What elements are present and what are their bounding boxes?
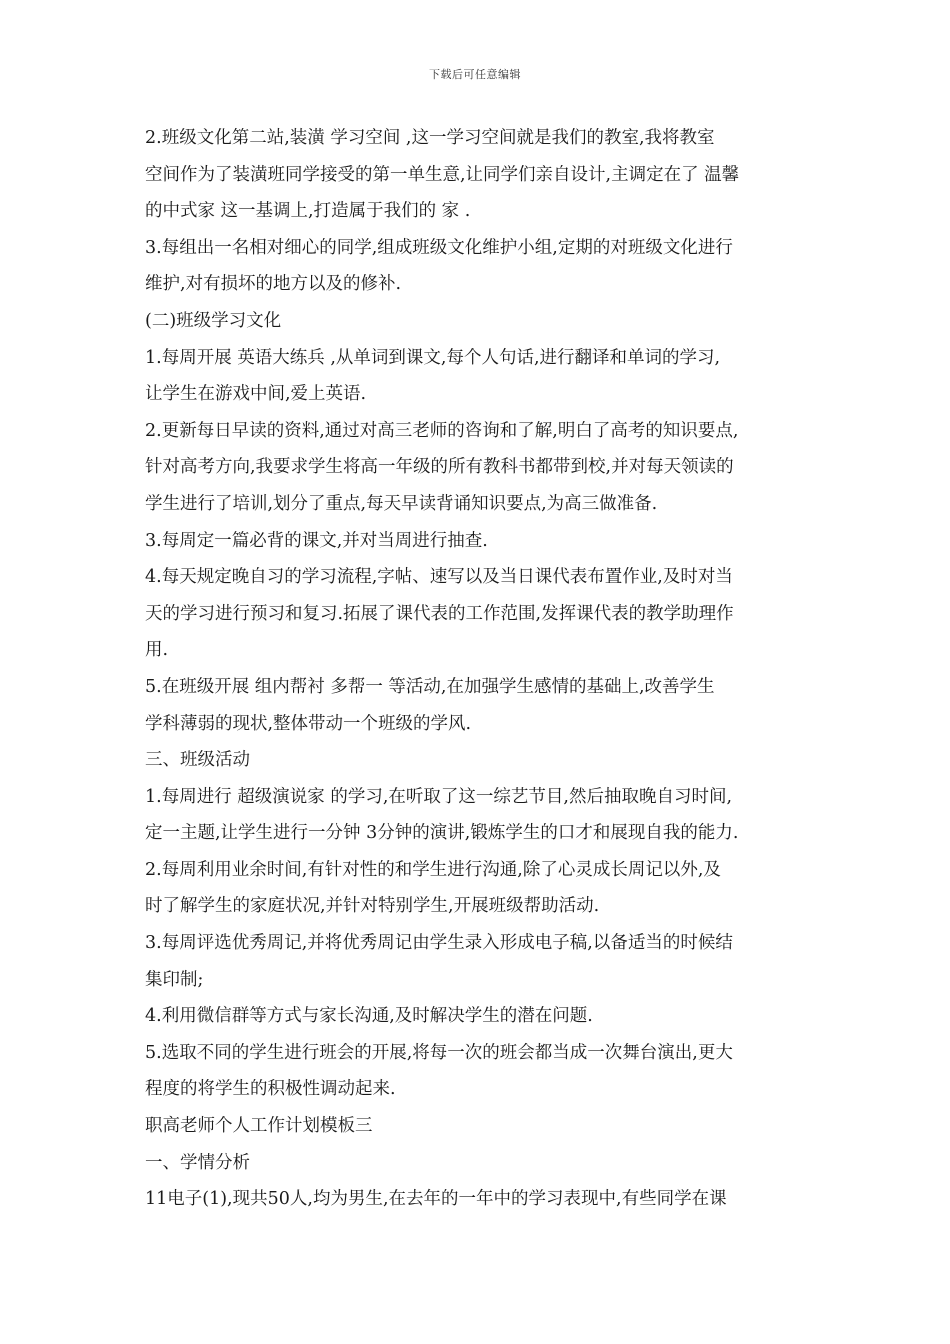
text-line: 2.班级文化第二站,装潢 学习空间 ,这一学习空间就是我们的教室,我将教室 [145,128,715,148]
text-line: 3.每组出一名相对细心的同学,组成班级文化维护小组,定期的对班级文化进行 [145,237,733,258]
text-line: 的中式家 这一基调上,打造属于我们的 家 . [145,201,471,222]
page-header-note: 下载后可任意编辑 [429,68,521,81]
text-line: 时了解学生的家庭状况,并针对特别学生,开展班级帮助活动. [145,896,600,917]
section-heading: 三、班级活动 [145,750,250,771]
text-line: 11电子(1),现共50人,均为男生,在去年的一年中的学习表现中,有些同学在课 [145,1189,727,1210]
document-title: 职高老师个人工作计划模板三 [145,1116,373,1137]
text-line: 维护,对有损坏的地方以及的修补. [145,274,402,295]
text-line: 针对高考方向,我要求学生将高一年级的所有教科书都带到校,并对每天领读的 [145,457,734,478]
text-line: 5.选取不同的学生进行班会的开展,将每一次的班会都当成一次舞台演出,更大 [145,1042,733,1063]
text-line: 用. [145,640,169,661]
text-line: 1.每周开展 英语大练兵 ,从单词到课文,每个人句话,进行翻译和单词的学习, [145,347,721,368]
text-line: 4.利用微信群等方式与家长沟通,及时解决学生的潜在问题. [145,1006,593,1027]
section-heading: 一、学情分析 [145,1152,250,1173]
text-line: 程度的将学生的积极性调动起来. [145,1079,396,1100]
text-line: 2.更新每日早读的资料,通过对高三老师的咨询和了解,明白了高考的知识要点, [145,420,739,441]
text-line: 学生进行了培训,划分了重点,每天早读背诵知识要点,为高三做准备. [145,493,658,514]
text-line: 定一主题,让学生进行一分钟 3分钟的演讲,锻炼学生的口才和展现自我的能力. [145,823,739,844]
text-line: 空间作为了装潢班同学接受的第一单生意,让同学们亲自设计,主调定在了 温馨 [145,164,740,185]
text-line: 1.每周进行 超级演说家 的学习,在听取了这一综艺节目,然后抽取晚自习时间, [145,786,733,807]
section-heading: (二)班级学习文化 [145,310,282,331]
text-line: 3.每周定一篇必背的课文,并对当周进行抽查. [145,530,488,551]
document-body [145,120,815,1218]
text-line: 学科薄弱的现状,整体带动一个班级的学风. [145,713,472,734]
text-line: 4.每天规定晚自习的学习流程,字帖、速写以及当日课代表布置作业,及时对当 [145,567,733,588]
text-line: 集印制; [145,969,204,990]
text-line: 天的学习进行预习和复习.拓展了课代表的工作范围,发挥课代表的教学助理作 [145,603,734,624]
text-line: 5.在班级开展 组内帮衬 多帮一 等活动,在加强学生感情的基础上,改善学生 [145,676,715,697]
text-line: 让学生在游戏中间,爱上英语. [145,384,367,405]
text-line: 2.每周利用业余时间,有针对性的和学生进行沟通,除了心灵成长周记以外,及 [145,859,721,880]
text-line: 3.每周评选优秀周记,并将优秀周记由学生录入形成电子稿,以备适当的时候结 [145,933,733,954]
